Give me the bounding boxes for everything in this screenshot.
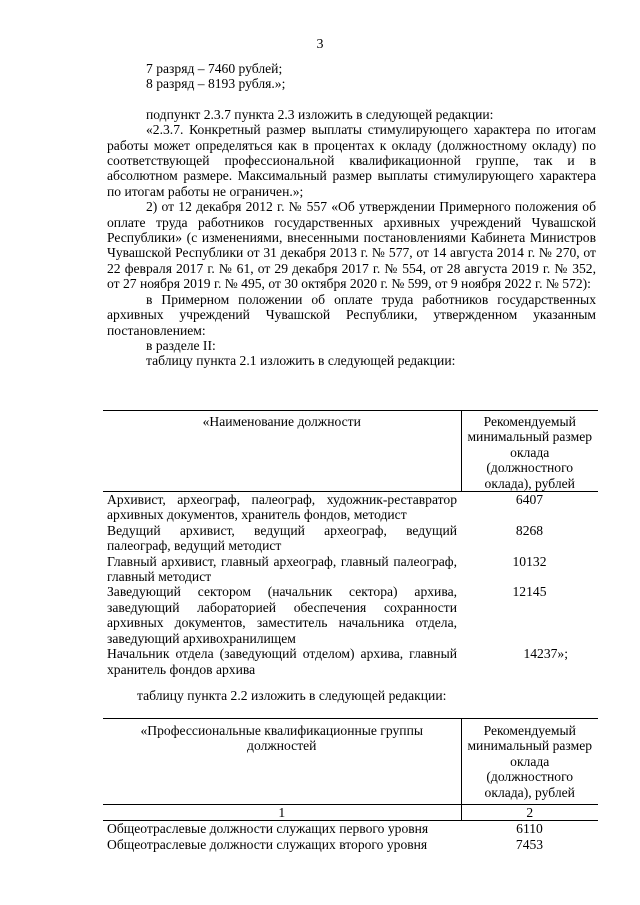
- table-cell: Общеотраслевые должности служащих второго уровня: [107, 836, 428, 852]
- page-number: 3: [316, 37, 324, 52]
- table-header: Рекомендуемый минимальный размер оклада (должностного оклада), рублей: [461, 719, 598, 805]
- paragraph: таблицу пункта 2.2 изложить в следующей редакции:: [137, 688, 447, 703]
- salary-table-positions: [103, 410, 598, 677]
- salary-table-groups: [103, 718, 598, 852]
- table-row: [103, 554, 598, 585]
- column-number: 1: [103, 805, 461, 821]
- table-row: [103, 837, 598, 852]
- table-cell: Начальник отдела (заведующий отделом) архива, главный хранитель фондов архива: [107, 646, 457, 677]
- table-cell: 7453: [515, 836, 544, 852]
- table-cell: Общеотраслевые должности служащих первого уровня: [107, 821, 429, 837]
- table-row: [103, 492, 598, 523]
- paragraph: 2) от 12 декабря 2012 г. № 557 «Об утверждении Примерного положения об оплате труда работников государственных архивных учреждений Чувашской Республики» (с изменениями, внесенными постановлениями Кабинета Министров Чувашской Республики от 31 декабря 2013 г. № 577, от 14 августа 2014 г. № 270, от 22 февраля 2017 г. № 61, от 29 декабря 2017 г. № 554, от 28 августа 2019 г. № 352, от 27 ноября 2019 г. № 495, от 30 октября 2020 г. № 599, от 9 ноября 2022 г. № 572):: [107, 199, 596, 292]
- table-cell: Главный архивист, главный археограф, главный палеограф, главный методист: [107, 553, 457, 585]
- table-row: [103, 523, 598, 554]
- table-header: Рекомендуемый минимальный размер оклада (должностного оклада), рублей: [461, 411, 598, 492]
- paragraph: в разделе II:: [146, 337, 216, 353]
- paragraph: в Примерном положении об оплате труда работников государственных архивных учреждений Чувашской Республики, утвержденном указанным постановлением:: [107, 291, 596, 338]
- table-cell: 6407: [515, 492, 544, 508]
- paragraph: подпункт 2.3.7 пункта 2.3 изложить в следующей редакции:: [146, 106, 494, 122]
- column-number: 2: [461, 805, 598, 821]
- table-header: «Наименование должности: [103, 411, 461, 492]
- table-cell: 6110: [516, 821, 543, 837]
- table-row: [103, 646, 598, 677]
- table-cell: 8268: [515, 522, 544, 538]
- paragraph: 7 разряд – 7460 рублей;: [146, 61, 283, 76]
- table-cell: 12145: [512, 584, 547, 600]
- table-header: «Профессиональные квалификационные группы должностей: [103, 719, 461, 805]
- paragraph: «2.3.7. Конкретный размер выплаты стимулирующего характера по итогам работы может определяться как в процентах к окладу (должностному окладу) по соответствующей профессиональной квалификационной группе, так и в абсолютном размере. Максимальный размер выплаты стимулирующего характера по итогам работы не ограничен.»;: [107, 122, 596, 199]
- table-row: [103, 584, 598, 646]
- body-text: [107, 61, 596, 369]
- paragraph: 8 разряд – 8193 рубля.»;: [146, 76, 286, 92]
- table-cell: 10132: [512, 553, 547, 569]
- table-cell: Заведующий сектором (начальник сектора) архива, заведующий лабораторией обеспечения сохранности архивных документов, заместитель начальника отдела, заведующий архивохранилищем: [107, 584, 457, 646]
- table-row: [103, 821, 598, 837]
- table-cell: Архивист, археограф, палеограф, художник-реставратор архивных документов, хранитель фондов, методист: [107, 492, 457, 523]
- paragraph: таблицу пункта 2.1 изложить в следующей редакции:: [146, 353, 456, 369]
- table-cell: 14237»;: [523, 646, 568, 662]
- table-cell: Ведущий архивист, ведущий археограф, ведущий палеограф, ведущий методист: [107, 522, 457, 554]
